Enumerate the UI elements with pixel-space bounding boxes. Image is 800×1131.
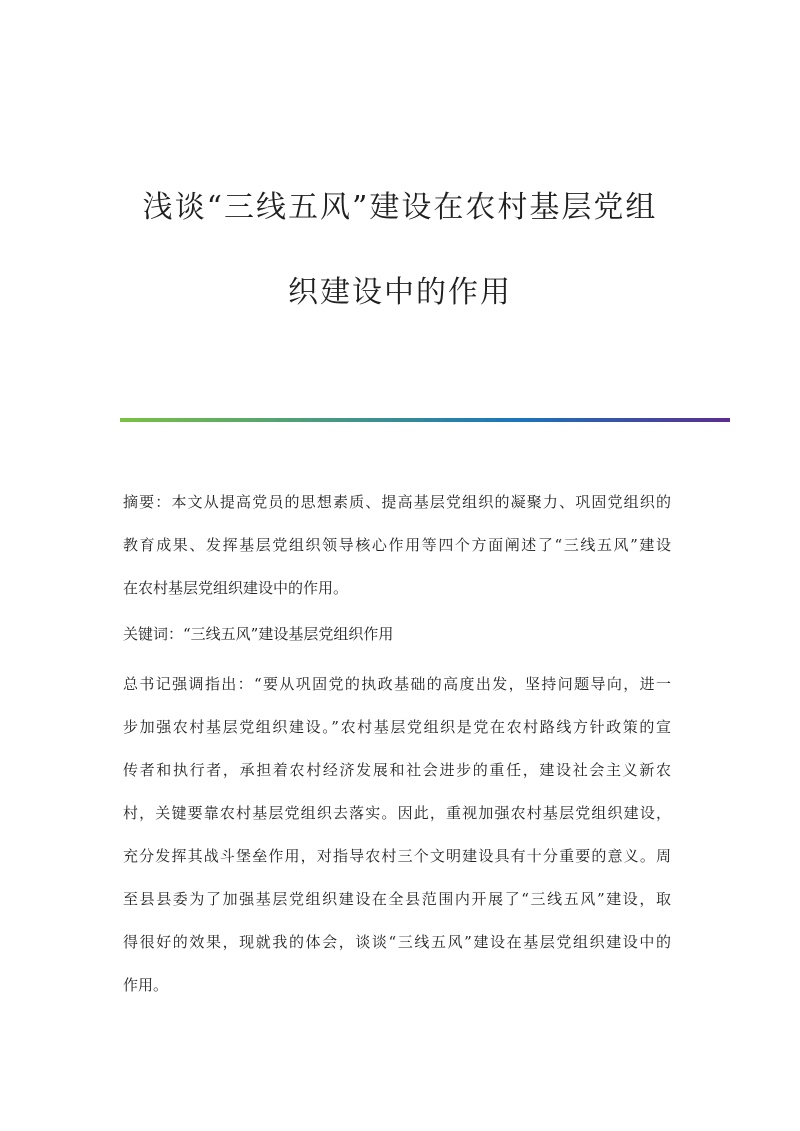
abstract-line-1: 摘要：本文从提高党员的思想素质、提高基层党组织的凝聚力、巩固党组织的 bbox=[123, 493, 671, 511]
body-line-4: 村，关键要靠农村基层党组织去落实。因此，重视加强农村基层党组织建设， bbox=[123, 804, 671, 822]
title-divider bbox=[120, 418, 730, 422]
body-line-1: 总书记强调指出：“要从巩固党的执政基础的高度出发，坚持问题导向，进一 bbox=[123, 675, 671, 693]
body-line-7: 得很好的效果，现就我的体会，谈谈“三线五风”建设在基层党组织建设中的 bbox=[123, 933, 671, 951]
abstract-line-3: 在农村基层党组织建设中的作用。 bbox=[123, 579, 349, 597]
body-line-3: 传者和执行者，承担着农村经济发展和社会进步的重任，建设社会主义新农 bbox=[123, 761, 671, 779]
abstract-line-2: 教育成果、发挥基层党组织领导核心作用等四个方面阐述了“三线五风”建设 bbox=[123, 536, 671, 554]
body-line-8: 作用。 bbox=[123, 976, 169, 994]
keywords-line: 关键词：“三线五风”建设基层党组织作用 bbox=[123, 625, 394, 643]
document-title-line-2: 织建设中的作用 bbox=[288, 275, 512, 310]
body-line-6: 至县县委为了加强基层党组织建设在全县范围内开展了“三线五风”建设，取 bbox=[123, 890, 671, 908]
body-line-2: 步加强农村基层党组织建设。”农村基层党组织是党在农村路线方针政策的宣 bbox=[123, 718, 671, 736]
document-title-line-1: 浅谈“三线五风”建设在农村基层党组 bbox=[142, 190, 658, 225]
body-line-5: 充分发挥其战斗堡垒作用，对指导农村三个文明建设具有十分重要的意义。周 bbox=[123, 847, 671, 865]
